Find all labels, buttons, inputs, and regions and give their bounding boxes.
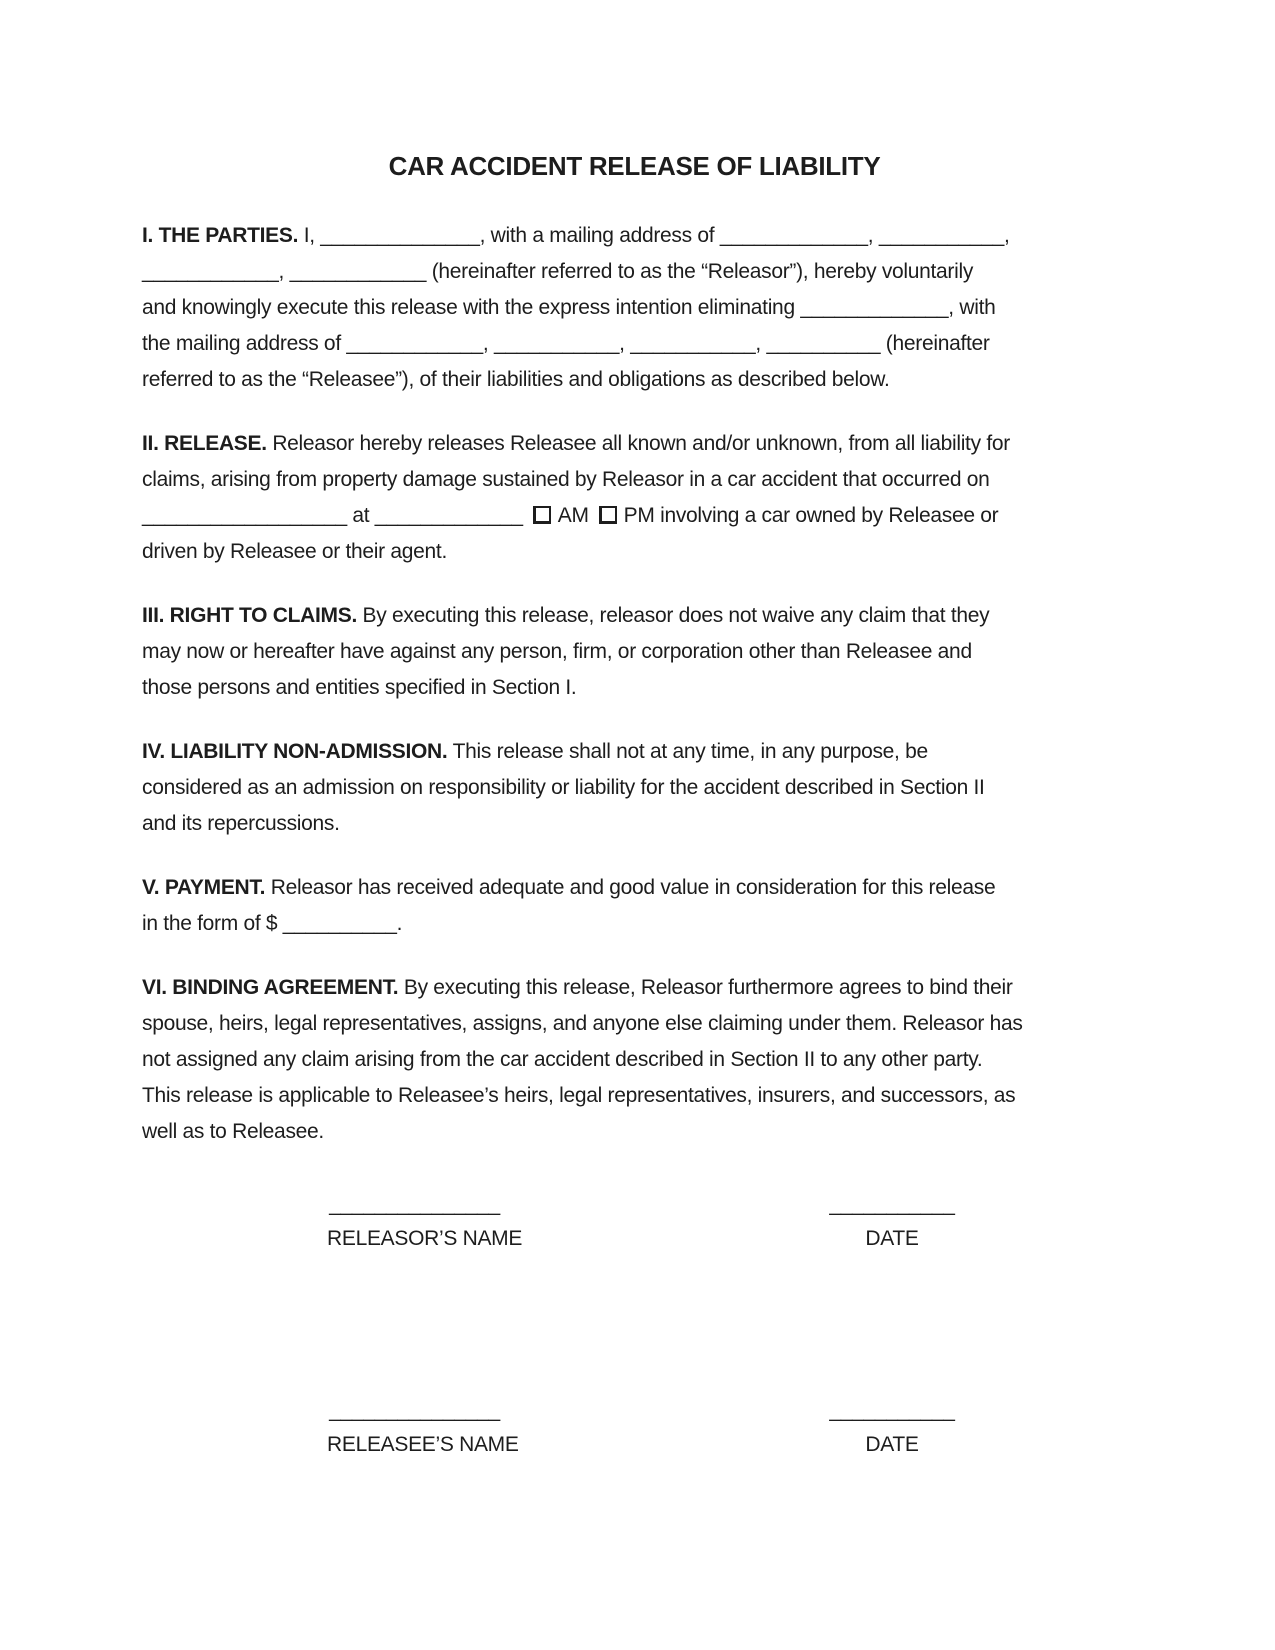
releasor-date-line: ___________ — [829, 1193, 955, 1216]
am-checkbox[interactable] — [533, 506, 551, 524]
text-line: may now or hereafter have against any person, firm, or corporation other than Releasee and — [142, 640, 972, 663]
releasor-name-line: _______________ — [329, 1193, 500, 1216]
text-line — [142, 218, 1127, 254]
text-line — [142, 734, 1127, 770]
releasee-name-label: RELEASEE’S NAME — [327, 1433, 519, 1456]
text-line: those persons and entities specified in Section I. — [142, 676, 577, 699]
text-line — [142, 870, 1127, 906]
document-title: CAR ACCIDENT RELEASE OF LIABILITY — [388, 151, 881, 181]
releasee-date-line: ___________ — [829, 1399, 955, 1422]
text-line: the mailing address of ____________, ___________, ___________, __________ (hereinafter — [142, 332, 990, 355]
text-line: referred to as the “Releasee”), of their liabilities and obligations as described below. — [142, 368, 890, 391]
section-text: I, ______________, with a mailing address of _____________, ___________, — [303, 224, 1010, 247]
text-line: driven by Releasee or their agent. — [142, 540, 447, 563]
section-release — [142, 426, 1127, 570]
section-text: Releasor has received adequate and good value in consideration for this release — [270, 876, 996, 899]
releasor-date-label: DATE — [865, 1227, 919, 1250]
pm-checkbox[interactable] — [599, 506, 617, 524]
section-payment — [142, 870, 1127, 942]
text-line: spouse, heirs, legal representatives, assigns, and anyone else claiming under them. Releasor has — [142, 1012, 1023, 1035]
section-heading: V. PAYMENT. — [142, 876, 266, 899]
section-text: This release shall not at any time, in any purpose, be — [452, 740, 928, 763]
section-text: Releasor hereby releases Releasee all known and/or unknown, from all liability for — [272, 432, 1010, 455]
text-line: in the form of $ __________. — [142, 912, 403, 935]
section-binding-agreement — [142, 970, 1127, 1150]
releasee-date-column — [817, 1393, 967, 1461]
releasee-name-column — [327, 1393, 519, 1461]
section-heading: VI. BINDING AGREEMENT. — [142, 976, 399, 999]
text-line: claims, arising from property damage sustained by Releasor in a car accident that occurred on — [142, 468, 990, 491]
text-line — [142, 598, 1127, 634]
releasor-signature-block — [142, 1187, 1127, 1255]
text-line: ____________, ____________ (hereinafter referred to as the “Releasor”), hereby voluntarily — [142, 260, 974, 283]
blank-fields-text: __________________ at _____________ — [142, 504, 523, 527]
section-the-parties — [142, 218, 1127, 398]
text-line — [142, 970, 1127, 1006]
releasor-name-column — [327, 1187, 523, 1255]
pm-label: PM involving a car owned by Releasee or — [623, 504, 999, 527]
text-line: and knowingly execute this release with the express intention eliminating _____________, with — [142, 296, 996, 319]
releasee-name-line: _______________ — [329, 1399, 500, 1422]
section-heading: I. THE PARTIES. — [142, 224, 299, 247]
releasee-signature-block — [142, 1393, 1127, 1461]
am-label: AM — [557, 504, 589, 527]
text-line: and its repercussions. — [142, 812, 340, 835]
section-right-to-claims — [142, 598, 1127, 706]
text-line-with-checkboxes — [142, 498, 1127, 534]
section-text: By executing this release, releasor does not waive any claim that they — [362, 604, 990, 627]
releasor-date-column — [817, 1187, 967, 1255]
section-heading: IV. LIABILITY NON-ADMISSION. — [142, 740, 448, 763]
text-line: not assigned any claim arising from the car accident described in Section II to any other party. — [142, 1048, 983, 1071]
releasor-name-label: RELEASOR’S NAME — [327, 1227, 523, 1250]
text-line: well as to Releasee. — [142, 1120, 324, 1143]
text-line: This release is applicable to Releasee’s heirs, legal representatives, insurers, and successors, as — [142, 1084, 1016, 1107]
section-heading: II. RELEASE. — [142, 432, 267, 455]
section-heading: III. RIGHT TO CLAIMS. — [142, 604, 357, 627]
text-line — [142, 426, 1127, 462]
section-liability-non-admission — [142, 734, 1127, 842]
section-text: By executing this release, Releasor furthermore agrees to bind their — [403, 976, 1013, 999]
text-line: considered as an admission on responsibility or liability for the accident described in Section II — [142, 776, 985, 799]
releasee-date-label: DATE — [865, 1433, 919, 1456]
